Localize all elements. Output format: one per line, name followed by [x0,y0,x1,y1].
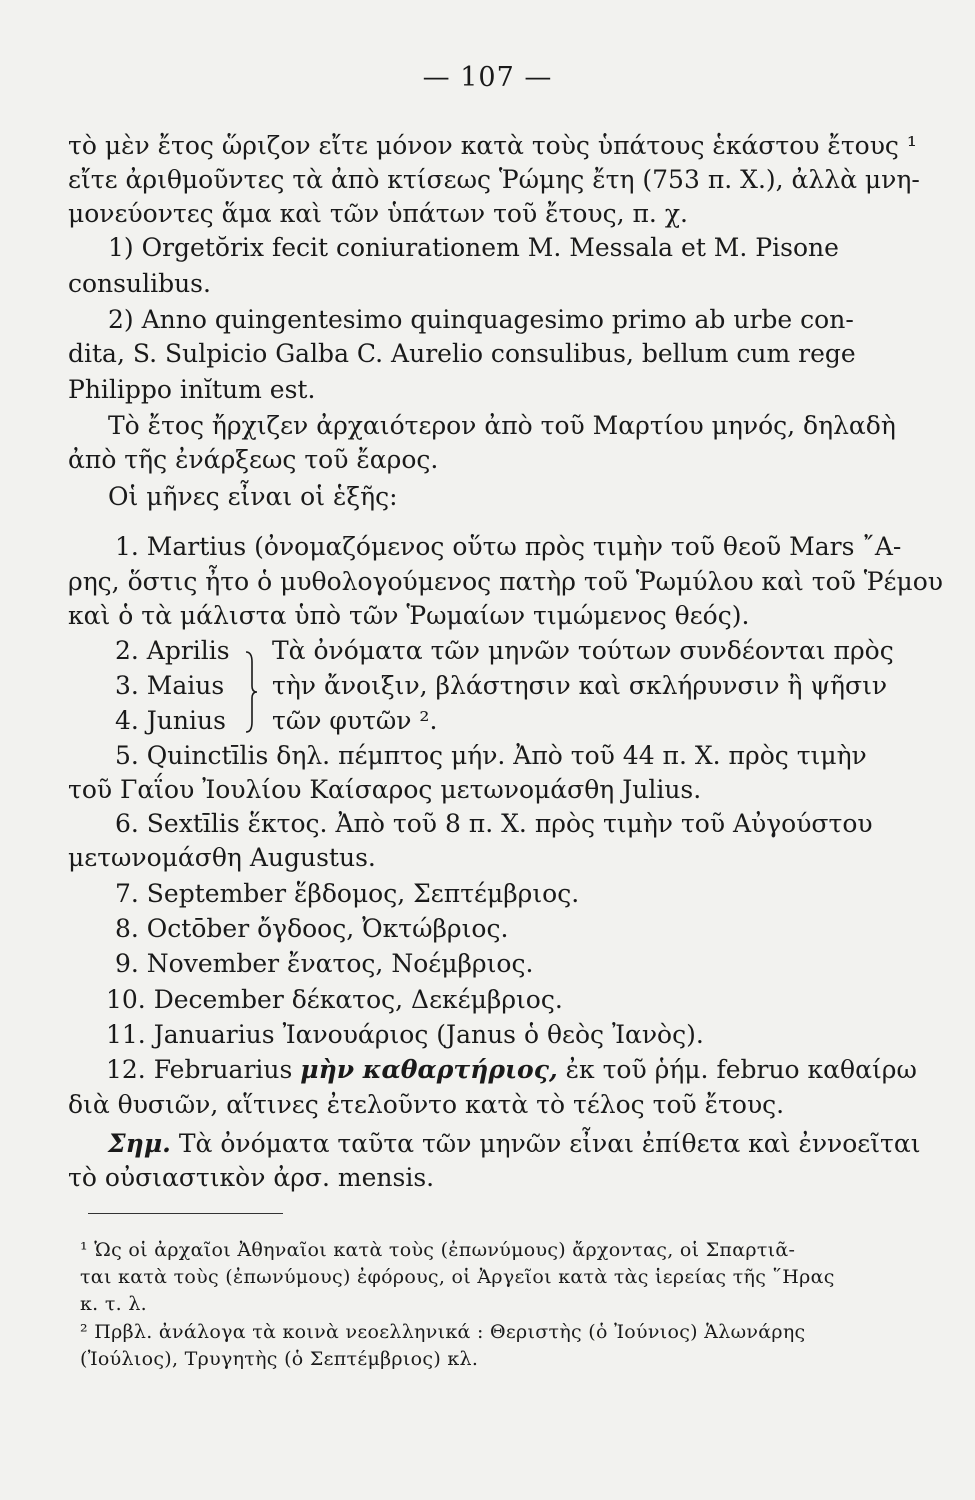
footnote: ται κατὰ τοὺς (ἐπωνύμους) ἐφόρους, οἱ Ἀργεῖοι κατὰ τὰς ἱερείας τῆς ῞Ηρας [80,1266,835,1288]
footnote: ¹ Ὡς οἱ ἀρχαῖοι Ἀθηναῖοι κατὰ τοὺς (ἐπωνύμους) ἄρχοντας, οἱ Σπαρτιᾶ- [80,1239,796,1261]
month-item: 5. Quinctīlis δηλ. πέμπτος μήν. Ἀπὸ τοῦ 44 π. Χ. πρὸς τιμὴν [115,741,867,770]
paragraph-line: Οἱ μῆνες εἶναι οἱ ἑξῆς: [108,482,398,511]
text-line: μονεύοντες ἅμα καὶ τῶν ὑπάτων τοῦ ἔτους, π. χ. [68,199,688,228]
note-label: Σημ. [108,1129,171,1158]
text-line: ρης, ὅστις ἦτο ὁ μυθολογούμενος πατὴρ τοῦ Ῥωμύλου καὶ τοῦ Ῥέμου [68,567,943,596]
text-line: τοῦ Γαΐου Ἰουλίου Καίσαρος μετωνομάσθη Julius. [68,775,702,804]
month-item: 7. September ἕβδομος, Σεπτέμβριος. [115,879,580,908]
month-item: 2. Aprilis [115,636,230,665]
month-item [106,1054,917,1086]
text-line: ἀπὸ τῆς ἐνάρξεως τοῦ ἔαρος. [68,445,439,474]
month-item: 1. Martius (ὀνομαζόμενος οὕτω πρὸς τιμὴν τοῦ θεοῦ Mars ῎Α- [115,532,902,561]
text-line: dita, S. Sulpicio Galba C. Aurelio consulibus, bellum cum rege [68,339,856,368]
footnote: ² Πρβλ. ἀνάλογα τὰ κοινὰ νεοελληνικά : Θεριστὴς (ὁ Ἰούνιος) Ἁλωνάρης [80,1321,806,1343]
text-line: καὶ ὁ τὰ μάλιστα ὑπὸ τῶν Ῥωμαίων τιμώμενος θεός). [68,601,750,630]
month-item: 8. Octōber ὄγδοος, Ὀκτώβριος. [115,914,509,943]
brace-icon [244,650,258,734]
group-text: τὴν ἄνοιξιν, βλάστησιν καὶ σκλήρυνσιν ἢ ψῆσιν [272,671,888,700]
text-line: Philippo inĭtum est. [68,375,316,404]
group-text: Τὰ ὀνόματα τῶν μηνῶν τούτων συνδέονται πρὸς [272,636,894,665]
month-item: 3. Maius [115,671,225,700]
latin-example: 1) Orgetŏrix fecit coniurationem M. Messala et M. Pisone [108,233,839,262]
text-line: consulibus. [68,269,211,298]
month-item: 10. December δέκατος, Δεκέμβριος. [106,985,563,1014]
text-line: τὸ μὲν ἔτος ὥριζον εἴτε μόνον κατὰ τοὺς ὑπάτους ἑκάστου ἔτους ¹ [68,131,917,160]
note-text: Τὰ ὀνόματα ταῦτα τῶν μηνῶν εἶναι ἐπίθετα καὶ ἐννοεῖται [178,1129,921,1158]
page-number: — 107 — [422,62,553,93]
footnote-divider [88,1213,283,1214]
month-name: 12. Februarius [106,1055,293,1084]
group-text: τῶν φυτῶν ². [272,706,438,735]
text-line: διὰ θυσιῶν, αἵτινες ἐτελοῦντο κατὰ τὸ τέλος τοῦ ἔτους. [68,1090,785,1119]
emphasis-text: μὴν καθαρτήριος, [300,1055,558,1084]
month-item: 11. Januarius Ἰανουάριος (Janus ὁ θεὸς Ἰανὸς). [106,1020,704,1049]
month-item: 6. Sextīlis ἕκτος. Ἀπὸ τοῦ 8 π. Χ. πρὸς τιμὴν τοῦ Αὐγούστου [115,809,873,838]
month-item: 9. November ἔνατος, Νοέμβριος. [115,949,534,978]
month-etymology: ἐκ τοῦ ῥήμ. februo καθαίρω [565,1055,917,1084]
text-line: τὸ οὐσιαστικὸν ἀρσ. mensis. [68,1163,435,1192]
note-line [108,1128,921,1160]
footnote: κ. τ. λ. [80,1293,148,1315]
text-line: εἴτε ἀριθμοῦντες τὰ ἀπὸ κτίσεως Ῥώμης ἔτη (753 π. Χ.), ἀλλὰ μνη- [68,165,920,194]
text-line: μετωνομάσθη Augustus. [68,843,376,872]
month-item: 4. Junius [115,706,226,735]
paragraph-line: Τὸ ἔτος ἤρχιζεν ἀρχαιότερον ἀπὸ τοῦ Μαρτίου μηνός, δηλαδὴ [108,411,896,440]
footnote: (Ἰούλιος), Τρυγητὴς (ὁ Σεπτέμβριος) κλ. [80,1348,479,1370]
latin-example: 2) Anno quingentesimo quinquagesimo primo ab urbe con- [108,305,854,334]
